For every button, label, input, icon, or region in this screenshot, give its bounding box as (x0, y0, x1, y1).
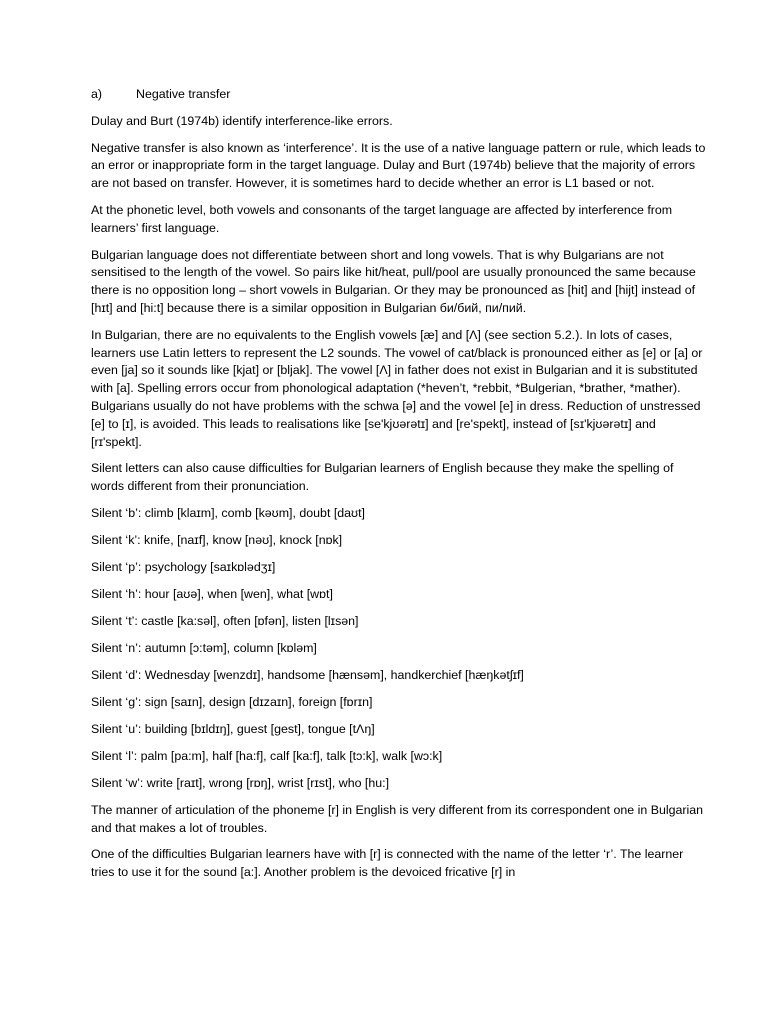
section-title: Negative transfer (136, 87, 231, 101)
paragraph-negative-transfer: Negative transfer is also known as ‘interference’. It is the use of a native language pattern or rule, which leads to an error or inappropriate form in the target language. Dulay and Burt (1974b) believe that the majority of errors are not based on transfer. However, it is sometimes hard to decide whether an error is L1 based or not. (91, 140, 706, 191)
paragraph-english-vowels: In Bulgarian, there are no equivalents to the English vowels [æ] and [Λ] (see section 5.2.). In lots of cases, learners use Latin letters to represent the L2 sounds. The vowel of cat/black is pronounced either as [e] or [a] or even [ja] so it sounds like [kjat] or [bljak]. The vowel [Λ] in father does not exist in Bulgarian and it is substituted with [a]. Spelling errors occur from phonological adaptation (*heven’t, *rebbit, *Bulgerian, *brather, *mather). Bulgarians usually do not have problems with the schwa [ə] and the vowel [e] in dress. Reduction of unstressed [e] to [ɪ], is avoided. This leads to realisations like [se'kjʊərətɪ] and [re'spekt], instead of [sɪ'kjʊərətɪ] and [rɪ'spekt]. (91, 327, 703, 449)
list-item: Silent ‘l’: palm [pa:m], half [ha:f], calf [ka:f], talk [tɔ:k], walk [wɔ:k] (91, 748, 443, 763)
paragraph-r-articulation: The manner of articulation of the phoneme [r] in English is very different from its correspondent one in Bulgarian and that makes a lot of troubles. (91, 802, 704, 835)
list-item: Silent ‘t’: castle [ka:səl], often [ɒfən], listen [lɪsən] (91, 613, 359, 628)
paragraph-r-difficulties: One of the difficulties Bulgarian learners have with [r] is connected with the name of the letter ‘r’. The learner tries to use it for the sound [a:]. Another problem is the devoiced fricative [r] in (91, 847, 684, 880)
section-number: a) (91, 87, 103, 101)
section-heading (91, 86, 708, 104)
paragraph-silent-letters-intro: Silent letters can also cause difficulties for Bulgarian learners of English because they make the spelling of words different from their pronunciation. (91, 461, 674, 494)
paragraph-vowel-length: Bulgarian language does not differentiate between short and long vowels. That is why Bulgarians are not sensitised to the length of the vowel. So pairs like hit/heat, pull/pool are usually pronounced the same because there is no opposition long – short vowels in Bulgarian. Or they may be pronounced as [hit] and [hijt] instead of [hɪt] and [hi:t] because there is a similar opposition in Bulgarian би/бий, пи/пий. (91, 247, 696, 315)
paragraph-dulay-burt: Dulay and Burt (1974b) identify interference-like errors. (91, 113, 393, 128)
list-item: Silent ‘g’: sign [saɪn], design [dɪzaɪn], foreign [fɒrɪn] (91, 694, 373, 709)
list-item: Silent ‘b’: climb [klaɪm], comb [kəʊm], doubt [daʊt] (91, 505, 365, 520)
silent-letters-list (91, 505, 708, 793)
list-item: Silent ‘h’: hour [aʊə], when [wen], what [wɒt] (91, 586, 333, 601)
list-item: Silent ‘n’: autumn [ɔ:təm], column [kɒləm] (91, 640, 317, 655)
list-item: Silent ‘w’: write [raɪt], wrong [rɒŋ], wrist [rɪst], who [hu:] (91, 775, 390, 790)
list-item: Silent ‘d’: Wednesday [wenzdɪ], handsome [hænsəm], handkerchief [hæŋkətʃɪf] (91, 667, 524, 682)
list-item: Silent ‘p’: psychology [saɪkɒlədʒɪ] (91, 559, 276, 574)
list-item: Silent ‘k’: knife, [naɪf], know [nəʊ], knock [nɒk] (91, 532, 343, 547)
list-item: Silent ‘u’: building [bɪldɪŋ], guest [gest], tongue [tΛŋ] (91, 721, 375, 736)
paragraph-phonetic-level: At the phonetic level, both vowels and consonants of the target language are affected by interference from learners’ first language. (91, 202, 673, 235)
